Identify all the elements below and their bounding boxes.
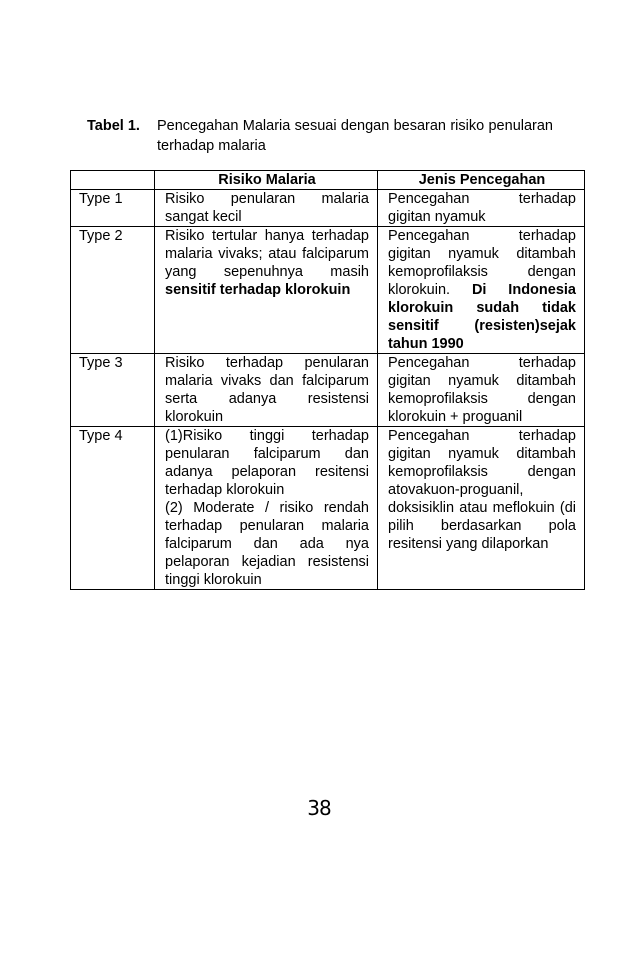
header-risiko-malaria: Risiko Malaria [155,171,378,190]
risk-cell [155,427,378,590]
table-caption-text: Pencegahan Malaria sesuai dengan besaran risiko penularan terhadap malaria [157,118,553,154]
table-row [71,227,585,354]
malaria-prevention-table [70,170,585,590]
risk-text: Risiko tertular hanya terhadap malaria vivaks; atau falciparum yang sepenuhnya masih [165,228,369,280]
prevention-cell: Pencegahan terhadap gigitan nyamuk ditambah kemoprofilaksis dengan atovakuon-proguanil, doksisiklin atau meflokuin (di pilih berdasarkan pola resitensi yang dilaporkan [378,427,585,590]
table-caption-label: Tabel 1. [87,118,140,134]
table-row [71,190,585,227]
header-type [71,171,155,190]
risk-cell: Risiko penularan malaria sangat kecil [155,190,378,227]
prevention-text: Pencegahan terhadap gigitan nyamuk ditambah kemoprofilaksis dengan klorokuin. [388,228,576,298]
risk-text-part-2: (2) Moderate / risiko rendah terhadap penularan malaria falciparum dan ada nya pelaporan kejadian resistensi tinggi klorokuin [165,500,369,588]
prevention-cell [378,227,585,354]
table-row [71,354,585,427]
risk-cell [155,227,378,354]
type-cell: Type 4 [71,427,155,590]
prevention-cell: Pencegahan terhadap gigitan nyamuk ditambah kemoprofilaksis dengan klorokuin + proguanil [378,354,585,427]
type-cell: Type 3 [71,354,155,427]
prevention-text-bold: Di Indonesia klorokuin sudah tidak sensitif (resisten)sejak tahun 1990 [388,282,576,352]
table-header-row [71,171,585,190]
page-number: 38 [307,796,331,820]
prevention-cell: Pencegahan terhadap gigitan nyamuk [378,190,585,227]
risk-cell: Risiko terhadap penularan malaria vivaks dan falciparum serta adanya resistensi klorokuin [155,354,378,427]
type-cell: Type 2 [71,227,155,354]
header-jenis-pencegahan: Jenis Pencegahan [378,171,585,190]
table-caption [87,116,553,156]
table-row [71,427,585,590]
risk-text-part-1: (1)Risiko tinggi terhadap penularan falciparum dan adanya pelaporan resitensi terhadap klorokuin [165,428,369,498]
type-cell: Type 1 [71,190,155,227]
risk-text-bold: sensitif terhadap klorokuin [165,282,351,298]
